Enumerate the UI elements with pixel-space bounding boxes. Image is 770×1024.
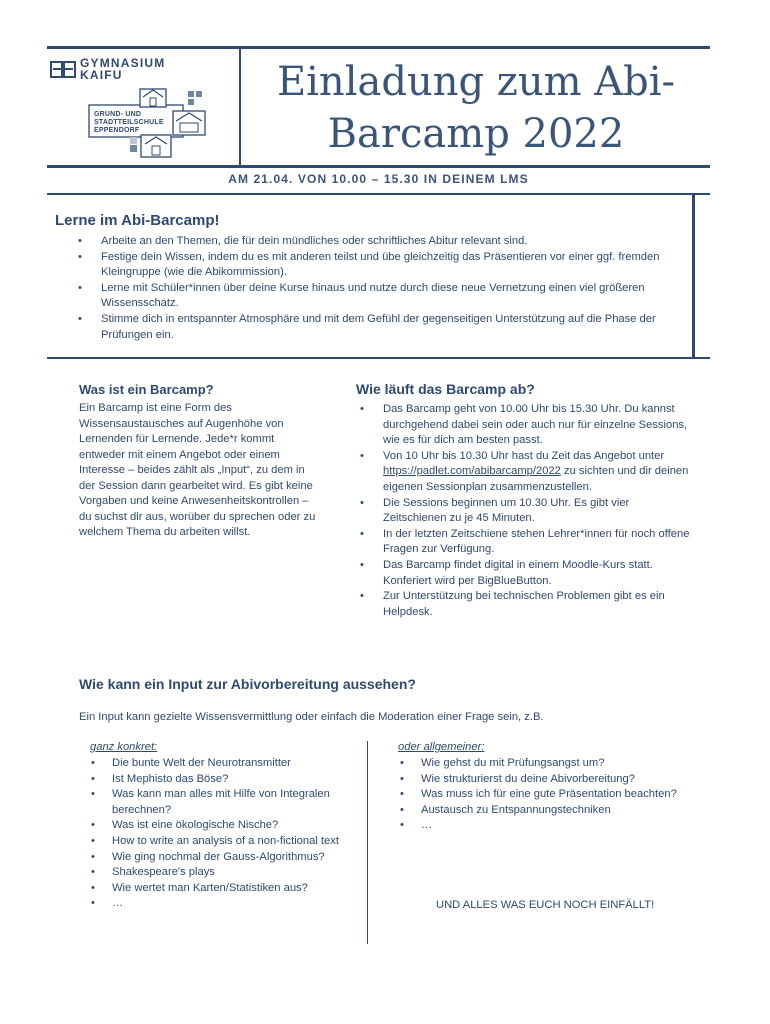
- was-text: Ein Barcamp ist eine Form des Wissensaustausches auf Augenhöhe von Lernenden für Lernende. Jede*r kommt entweder mit einem Angebot oder einem Interesse – beides zählt als „Input“, zu dem in der Session dann gearbeitet wird. Es gibt keine Vorgaben und keine Anwesenheitskontrollen – du suchst dir aus, worüber du sprechen oder zu welchem Thema du arbeiten willst.: [79, 402, 316, 538]
- list-item-text: …: [421, 819, 433, 832]
- list-item-text: Ist Mephisto das Böse?: [112, 772, 229, 785]
- logo-text-line1: GYMNASIUM: [80, 56, 166, 70]
- list-item: [356, 496, 691, 527]
- list-item-text: Zur Unterstützung bei technischen Problemen gibt es ein Helpdesk.: [383, 590, 665, 618]
- list-item-text: Shakespeare's plays: [112, 866, 215, 879]
- bullet-icon: •: [360, 558, 364, 571]
- konkret-list: [89, 756, 359, 912]
- lerne-list: [76, 234, 686, 343]
- column-divider: [367, 741, 368, 944]
- bullet-icon: •: [91, 834, 95, 847]
- list-item: [398, 803, 718, 819]
- bullet-icon: •: [91, 819, 95, 832]
- page-title: [244, 56, 708, 160]
- list-item: [398, 787, 718, 803]
- list-item: [76, 312, 686, 343]
- list-item-text: Die bunte Welt der Neurotransmitter: [112, 757, 291, 769]
- ablauf-list: [356, 402, 691, 620]
- list-item-text: Was kann man alles mit Hilfe von Integralen berechnen?: [112, 788, 330, 816]
- list-item-text: Stimme dich in entspannter Atmosphäre und mit dem Gefühl der gegenseitigen Unterstützung auf die Phase der Prüfungen ein.: [101, 312, 656, 341]
- bullet-icon: •: [400, 788, 404, 801]
- header-top-rule: [47, 46, 710, 49]
- list-item: [89, 756, 359, 772]
- bullet-icon: •: [91, 757, 95, 769]
- bullet-icon: •: [78, 312, 82, 325]
- bullet-icon: •: [91, 772, 95, 785]
- list-item: [76, 234, 686, 250]
- list-item-text: Arbeite an den Themen, die für dein mündliches oder schriftliches Abitur relevant sind.: [101, 235, 528, 247]
- allgemein-list: [398, 756, 718, 834]
- bullet-icon: •: [78, 250, 82, 263]
- list-item: [89, 881, 359, 897]
- list-item: [356, 589, 691, 620]
- event-date: AM 21.04. VON 10.00 – 15.30 IN DEINEM LMS: [228, 172, 529, 186]
- list-item: [89, 896, 359, 912]
- allgemein-label: oder allgemeiner:: [398, 741, 485, 753]
- school-name: [94, 111, 164, 135]
- header-bottom-rule: [47, 165, 710, 168]
- was-heading: Was ist ein Barcamp?: [79, 382, 214, 397]
- list-item: [89, 865, 359, 881]
- bullet-icon: •: [78, 235, 82, 247]
- list-item: [89, 787, 359, 818]
- list-item-text: Festige dein Wissen, indem du es mit anderen teilst und übe gleichzeitig das Präsentieren vor einer ggf. fremden Kleingruppe (wie die Abikommission).: [101, 250, 660, 279]
- list-item-text: Austausch zu Entspannungstechniken: [421, 803, 611, 816]
- ablauf-heading: Wie läuft das Barcamp ab?: [356, 381, 535, 397]
- list-item: [356, 558, 691, 589]
- list-item: [398, 756, 718, 772]
- bullet-icon: •: [400, 772, 404, 785]
- list-item: [356, 402, 691, 449]
- school-logo: [88, 85, 208, 160]
- list-item: [89, 772, 359, 788]
- book-icon: [50, 60, 76, 80]
- school-name-line: GRUND- UND: [94, 111, 142, 118]
- list-item-text: zu sichten und dir deinen eigenen Sessionplan zusammenzustellen.: [383, 465, 689, 493]
- bullet-icon: •: [360, 590, 364, 603]
- list-item-text: Wie ging nochmal der Gauss-Algorithmus?: [112, 850, 325, 863]
- title-line1: Einladung zum Abi-: [276, 59, 676, 105]
- list-item-text: Wie gehst du mit Prüfungsangst um?: [421, 757, 605, 769]
- list-item-text: Was muss ich für eine gute Präsentation beachten?: [421, 788, 677, 801]
- header-divider: [239, 46, 241, 167]
- padlet-link[interactable]: https://padlet.com/abibarcamp/2022: [383, 465, 561, 478]
- bullet-icon: •: [360, 449, 364, 462]
- konkret-label: ganz konkret:: [90, 741, 158, 753]
- gymnasium-kaifu-logo: [50, 57, 230, 87]
- school-name-line: EPPENDORF: [94, 127, 140, 134]
- bullet-icon: •: [360, 403, 364, 415]
- list-item-text: In der letzten Zeitschiene stehen Lehrer*innen für noch offene Fragen zur Verfügung.: [383, 527, 690, 556]
- lerne-bottom-rule: [47, 357, 710, 359]
- list-item: [398, 818, 718, 834]
- bullet-icon: •: [400, 757, 404, 769]
- list-item-text: Wie wertet man Karten/Statistiken aus?: [112, 881, 308, 894]
- list-item-text: Das Barcamp geht von 10.00 Uhr bis 15.30 Uhr. Du kannst durchgehend dabei sein oder auch nur für einzelne Sessions, wie es für dich am besten passt.: [383, 403, 688, 447]
- list-item-text: Wie strukturierst du deine Abivorbereitung?: [421, 772, 635, 785]
- logo-text-line2: KAIFU: [80, 68, 123, 82]
- list-item: [89, 850, 359, 866]
- list-item-text: Lerne mit Schüler*innen über deine Kurse hinaus und nutze durch diese neue Vernetzung einen viel größeren Wissensschatz.: [101, 281, 645, 310]
- input-heading: Wie kann ein Input zur Abivorbereitung aussehen?: [79, 676, 416, 692]
- bullet-icon: •: [91, 850, 95, 863]
- bullet-icon: •: [91, 788, 95, 801]
- bullet-icon: •: [360, 527, 364, 540]
- list-item: [76, 250, 686, 281]
- list-item-text: …: [112, 897, 124, 910]
- lerne-heading: Lerne im Abi-Barcamp!: [55, 212, 220, 229]
- list-item: [89, 818, 359, 834]
- list-item: [89, 834, 359, 850]
- title-line2: Barcamp 2022: [327, 111, 625, 157]
- bullet-icon: •: [400, 819, 404, 832]
- input-intro: Ein Input kann gezielte Wissensvermittlung oder einfach die Moderation einer Frage sein, z.B.: [79, 711, 544, 723]
- bullet-icon: •: [400, 803, 404, 816]
- bullet-icon: •: [360, 496, 364, 509]
- bullet-icon: •: [91, 866, 95, 879]
- list-item: [398, 772, 718, 788]
- bullet-icon: •: [91, 881, 95, 894]
- list-item-text: Das Barcamp findet digital in einem Moodle-Kurs statt. Konferiert wird per BigBlueButton.: [383, 558, 653, 587]
- bullet-icon: •: [78, 281, 82, 294]
- closing-text: UND ALLES WAS EUCH NOCH EINFÄLLT!: [436, 899, 655, 911]
- list-item-text: Die Sessions beginnen um 10.30 Uhr. Es gibt vier Zeitschienen zu je 45 Minuten.: [383, 496, 630, 525]
- list-item: [356, 527, 691, 558]
- list-item-text: How to write an analysis of a non-fictional text: [112, 834, 339, 847]
- school-name-line: STADTTEILSCHULE: [94, 119, 164, 126]
- list-item-text: Was ist eine ökologische Nische?: [112, 819, 279, 832]
- list-item: [76, 281, 686, 312]
- list-item-text: Von 10 Uhr bis 10.30 Uhr hast du Zeit das Angebot unter: [383, 449, 665, 462]
- lerne-right-border: [692, 193, 695, 359]
- bullet-icon: •: [91, 897, 95, 910]
- date-bottom-rule: [47, 193, 710, 195]
- list-item: [356, 449, 691, 496]
